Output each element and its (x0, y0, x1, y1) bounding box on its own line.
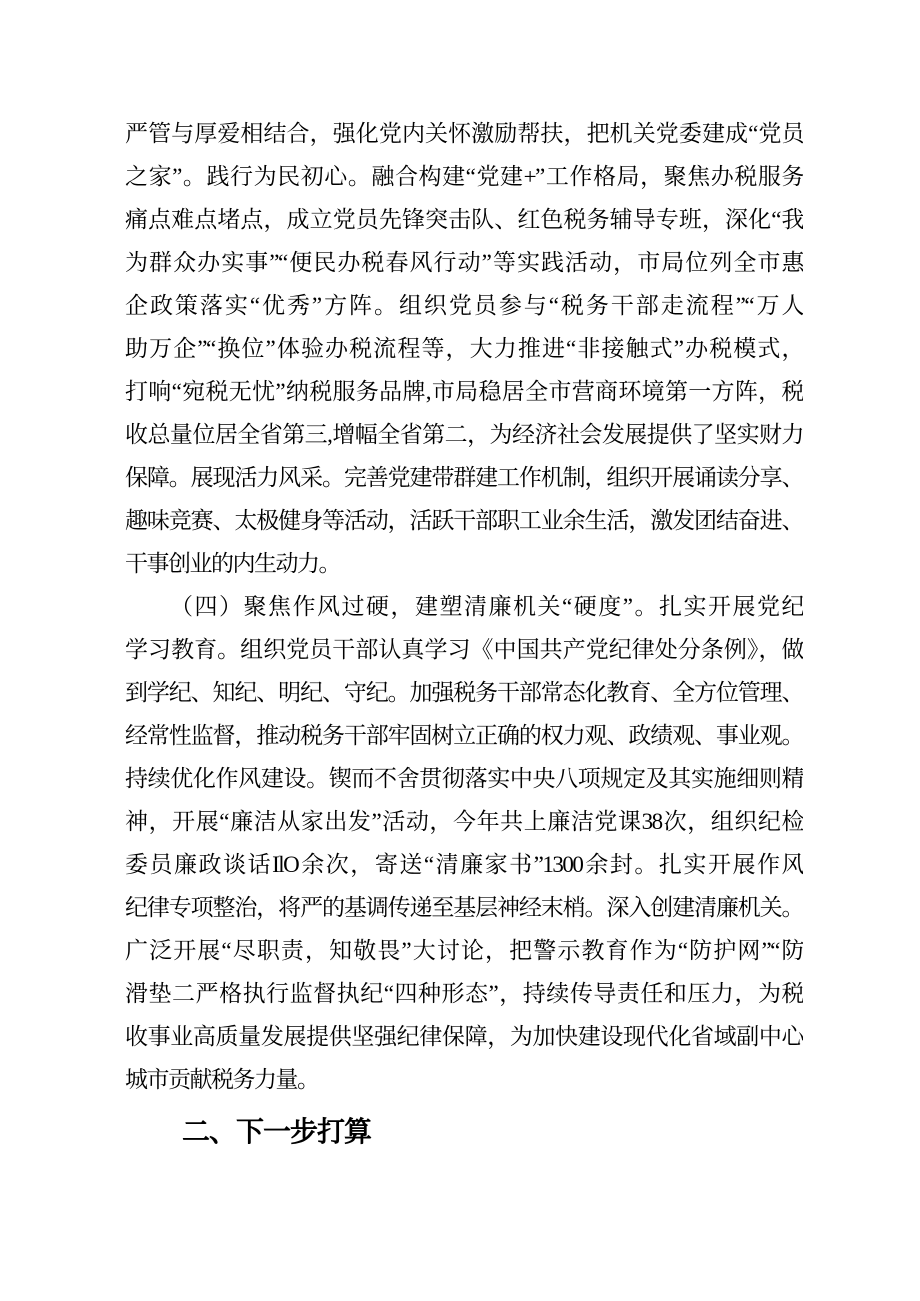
text-line: 委员廉政谈话IlO余次，寄送“清廉家书”1300余封。扎实开展作风 (125, 852, 803, 877)
text-line: 城市贡献税务力量。 (125, 1067, 319, 1092)
text-line: 广泛开展“尽职责，知敬畏”大讨论，把警示教育作为“防护网”“防 (125, 938, 803, 963)
text-line: 收总量位居全省第三,增幅全省第二，为经济社会发展提供了坚实财力 (125, 422, 803, 447)
section-heading-next-steps: 二、下一步打算 (182, 1116, 372, 1147)
text-line: 干事创业的内生动力。 (125, 551, 340, 576)
text-line: （四）聚焦作风过硬，建塑清廉机关“硬度”。扎实开展党纪 (170, 594, 803, 619)
text-line: 严管与厚爱相结合，强化党内关怀激励帮扶，把机关党委建成“党员 (125, 121, 803, 146)
paragraph-section-four (125, 585, 803, 1101)
text-line: 收事业高质量发展提供坚强纪律保障，为加快建设现代化省域副中心 (125, 1024, 803, 1049)
text-line: 学习教育。组织党员干部认真学习《中国共产党纪律处分条例》，做 (125, 637, 803, 662)
text-line: 滑垫二严格执行监督执纪“四种形态”，持续传导责任和压力，为税 (125, 981, 803, 1006)
document-body (125, 112, 803, 1153)
text-line: 为群众办实事”“便民办税春风行动”等实践活动，市局位列全市惠 (125, 250, 803, 275)
text-line: 趣味竞赛、太极健身等活动，活跃干部职工业余生活，激发团结奋进、 (125, 508, 803, 533)
text-line: 助万企”“换位”体验办税流程等，大力推进“非接触式”办税模式， (125, 336, 803, 361)
text-line: 纪律专项整治，将严的基调传递至基层神经末梢。深入创建清廉机关。 (125, 895, 803, 920)
text-line: 打响“宛税无忧”纳税服务品牌,市局稳居全市营商环境第一方阵，税 (125, 379, 803, 404)
text-line: 到学纪、知纪、明纪、守纪。加强税务干部常态化教育、全方位管理、 (125, 680, 803, 705)
text-line: 经常性监督，推动税务干部牢固树立正确的权力观、政绩观、事业观。 (125, 723, 803, 748)
text-line: 痛点难点堵点，成立党员先锋突击队、红色税务辅导专班，深化“我 (125, 207, 803, 232)
paragraph-continuation (125, 112, 803, 585)
text-line: 之家”。践行为民初心。融合构建“党建+”工作格局，聚焦办税服务 (125, 164, 803, 189)
text-line: 神，开展“廉洁从家出发”活动，今年共上廉洁党课38次，组织纪检 (125, 809, 803, 834)
text-line: 持续优化作风建设。锲而不舍贯彻落实中央八项规定及其实施细则精 (125, 766, 803, 791)
text-line: 企政策落实“优秀”方阵。组织党员参与“税务干部走流程”“万人 (125, 293, 803, 318)
text-line: 保障。展现活力风采。完善党建带群建工作机制，组织开展诵读分享、 (125, 465, 803, 490)
